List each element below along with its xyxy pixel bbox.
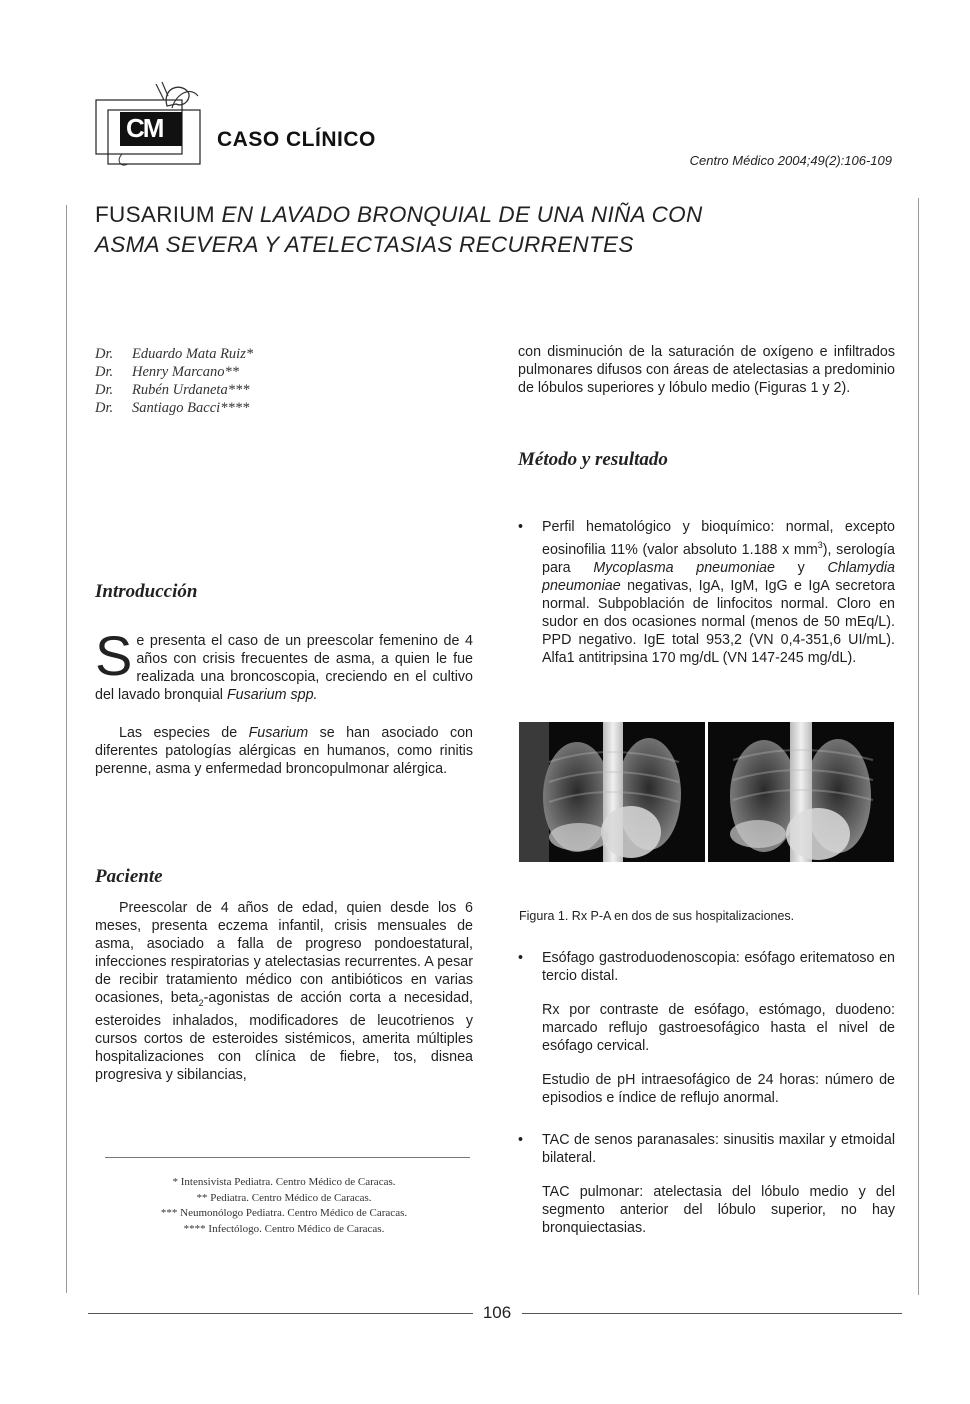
- paciente-paragraph: [95, 899, 473, 1084]
- author-list: [95, 345, 253, 417]
- drop-cap: S: [95, 624, 133, 687]
- metodo-bullet-1: [518, 518, 895, 667]
- frame-right-line: [918, 198, 919, 1295]
- frame-left-line: [66, 205, 67, 1293]
- b1-italic-2: Chlamydia pneumoniae: [542, 559, 895, 594]
- paciente-heading: Paciente: [95, 866, 163, 887]
- bullet-subparagraph: Estudio de pH intraesofágico de 24 horas: número de episodios e índice de reflujo anormal.: [542, 1072, 895, 1106]
- bullet-subparagraph: TAC pulmonar: atelectasia del lóbulo medio y del segmento anterior del lóbulo superior, no hay bronquiectasias.: [542, 1184, 895, 1236]
- footnote-rule: [105, 1157, 470, 1158]
- b1-italic-1: Mycoplasma pneumoniae: [593, 559, 775, 576]
- metodo-bullet-2: [518, 949, 895, 1107]
- author-row: [95, 399, 253, 417]
- author-row: [95, 381, 253, 399]
- author-row: [95, 363, 253, 381]
- author-prefix: Dr.: [95, 400, 114, 416]
- section-label: CASO CLÍNICO: [217, 128, 376, 151]
- footnote: * Intensivista Pediatra. Centro Médico de Caracas.: [172, 1176, 396, 1188]
- b1-d: negativas, IgA, IgM, IgG e IgA secretora normal. Subpoblación de linfocitos normal. Cloro en sudor en dos ocasiones normal (menos de 50 mEq/L). PPD negativo. IgE total 953,2 (VN 0,4-351,6 UI/mL). Alfa1 antitripsina 170 mg/dL (VN 147-245 mg/dL).: [542, 577, 895, 666]
- right-intro-text: [518, 343, 895, 397]
- footnote: ** Pediatra. Centro Médico de Caracas.: [196, 1191, 372, 1204]
- title-line1: EN LAVADO BRONQUIAL DE UNA NIÑA CON: [221, 202, 703, 227]
- introduccion-text: [95, 624, 473, 778]
- intro-p1-italic: Fusarium spp.: [226, 687, 318, 703]
- footnote: **** Infectólogo. Centro Médico de Caracas.: [183, 1222, 385, 1235]
- author-row: [95, 345, 253, 363]
- title-genus: FUSARIUM: [95, 202, 215, 227]
- bullet-item: • Esófago gastroduodenoscopia: esófago eritematoso en tercio distal.: [518, 949, 895, 985]
- author-name: Eduardo Mata Ruiz*: [132, 346, 254, 362]
- author-prefix: Dr.: [95, 346, 114, 362]
- journal-logo: [92, 78, 202, 170]
- article-title: [95, 200, 795, 260]
- author-prefix: Dr.: [95, 364, 114, 380]
- bullet-item: • TAC de senos paranasales: sinusitis maxilar y etmoidal bilateral.: [518, 1131, 895, 1167]
- intro-p2-italic: Fusarium: [248, 725, 309, 741]
- author-name: Rubén Urdaneta***: [132, 382, 250, 398]
- page-number: 106: [482, 1303, 512, 1322]
- figure-caption: Figura 1. Rx P-A en dos de sus hospitalizaciones.: [519, 909, 795, 923]
- introduccion-paragraph-2: [95, 724, 473, 778]
- introduccion-heading: Introducción: [95, 581, 198, 602]
- metodo-bullet-3: [518, 1131, 895, 1237]
- right-intro-paragraph: con disminución de la saturación de oxígeno e infiltrados pulmonares difusos con áreas de atelectasias a predominio de lóbulos superiores y lóbulo medio (Figuras 1 y 2).: [518, 344, 895, 396]
- intro-p2-post: se han asociado con diferentes patologías alérgicas en humanos, como rinitis perenne, asma y enfermedad broncopulmonar alérgica.: [95, 725, 473, 777]
- bullet-item: [518, 518, 895, 667]
- intro-p2-pre: Las especies de: [119, 725, 249, 741]
- b1-b: ), serología para: [542, 541, 895, 576]
- footer-rule-right: [522, 1313, 902, 1314]
- introduccion-paragraph: [95, 624, 473, 704]
- b1-sup: 3: [817, 540, 823, 550]
- paciente-text: [95, 899, 473, 1084]
- paciente-p1-a: Preescolar de 4 años de edad, quien desde los 6 meses, presenta eczema infantil, crisis mensuales de asma, asociado a falla de progreso pondoestatural, infecciones respiratorias y atelectasias recurrentes. A pesar de recibir tratamiento médico con antibióticos en varias ocasiones, beta: [95, 900, 473, 1006]
- logo-lettering: CM: [126, 113, 163, 143]
- xray-image-2: [708, 722, 894, 862]
- metodo-heading: Método y resultado: [518, 449, 668, 470]
- paciente-sub: 2: [198, 997, 204, 1008]
- xray-image-1: [519, 722, 705, 862]
- author-name: Santiago Bacci****: [132, 400, 250, 416]
- b1-a: Perfil hematológico y bioquímico: normal, excepto eosinofilia 11% (valor absoluto 1.188 x mm: [542, 519, 895, 558]
- footnote: *** Neumonólogo Pediatra. Centro Médico de Caracas.: [160, 1207, 408, 1219]
- footer-rule-left: [88, 1313, 473, 1314]
- bullet-subparagraph: Rx por contraste de esófago, estómago, duodeno: marcado reflujo gastroesofágico hasta el nivel de esófago cervical.: [542, 1002, 895, 1054]
- b1-c: y: [774, 559, 828, 576]
- author-prefix: Dr.: [95, 382, 114, 398]
- footnotes: [95, 1175, 473, 1237]
- paciente-p1-b: -agonistas de acción corta a necesidad, esteroides inhalados, modificadores de leucotrienos y cursos cortos de esteroides sistémicos, amerita múltiples hospitalizaciones con clínica de fiebre, tos, disnea progresiva y sibilancias,: [95, 990, 473, 1083]
- author-name: Henry Marcano**: [132, 364, 239, 380]
- figure-xrays: [519, 722, 894, 862]
- intro-p1-text: e presenta el caso de un preescolar femenino de 4 años con crisis frecuentes de asma, a quien le fue realizada una broncoscopia, creciendo en el cultivo del lavado bronquial: [95, 633, 473, 703]
- title-line2: ASMA SEVERA Y ATELECTASIAS RECURRENTES: [95, 232, 634, 257]
- journal-citation: Centro Médico 2004;49(2):106-109: [689, 153, 892, 168]
